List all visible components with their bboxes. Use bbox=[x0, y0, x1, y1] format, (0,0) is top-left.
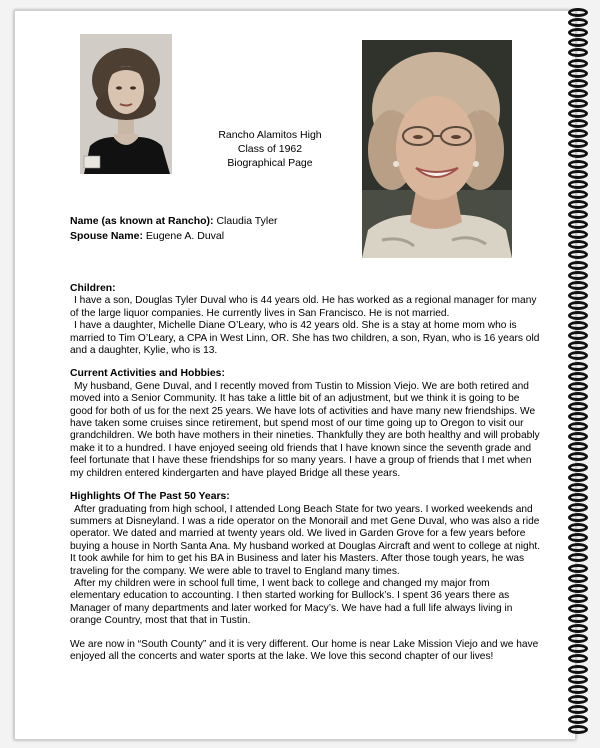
children-heading: Children: bbox=[70, 283, 116, 294]
spiral-coil bbox=[568, 250, 588, 259]
activities-heading: Current Activities and Hobbies: bbox=[70, 368, 225, 380]
spiral-coil bbox=[568, 665, 588, 674]
spiral-coil bbox=[568, 341, 588, 350]
spiral-coil bbox=[568, 8, 588, 17]
spiral-coil bbox=[568, 362, 588, 371]
spiral-coil bbox=[568, 412, 588, 421]
highlights-paragraph: After graduating from high school, I attended Long Beach State for two years. I worked weekends and summers at Disneyland. I was a ride operator on the Monorail and met Gene Duval, who was also a ride operator. We dated and married at twenty years old. We lived in Garden Grove for a few years before buying a house in North Santa Ana. My husband worked at Douglas Aircraft and went to college at night. It took awhile for him to get his BA in Business and later his Masters. After those tough years, he was traveling for the company. We were able to travel to England many times. bbox=[70, 503, 541, 577]
spiral-coil bbox=[568, 351, 588, 360]
spiral-coil bbox=[568, 675, 588, 684]
spiral-coil bbox=[568, 230, 588, 239]
spiral-coil bbox=[568, 422, 588, 431]
yearbook-portrait-image bbox=[80, 34, 172, 174]
children-paragraph: I have a son, Douglas Tyler Duval who is 44 years old. He has worked as a regional manager for many of the large liquor companies. He currently lives in San Francisco. He is not married. bbox=[70, 295, 537, 319]
spiral-coil bbox=[568, 392, 588, 401]
spiral-coil bbox=[568, 69, 588, 78]
spiral-coil bbox=[568, 483, 588, 492]
spiral-coil bbox=[568, 614, 588, 623]
spiral-coil bbox=[568, 644, 588, 653]
spiral-coil bbox=[568, 281, 588, 290]
spiral-coil bbox=[568, 523, 588, 532]
spiral-coil bbox=[568, 574, 588, 583]
spiral-coil bbox=[568, 240, 588, 249]
spiral-coil bbox=[568, 604, 588, 613]
class-year: Class of 1962 bbox=[237, 143, 303, 155]
spiral-coil bbox=[568, 291, 588, 300]
spiral-coil bbox=[568, 149, 588, 158]
spiral-coil bbox=[568, 594, 588, 603]
spiral-coil bbox=[568, 210, 588, 219]
spiral-coil bbox=[568, 321, 588, 330]
name-label: Name (as known at Rancho): bbox=[70, 215, 214, 227]
spiral-coil bbox=[568, 139, 588, 148]
highlights-paragraph: After my children were in school full time, I went back to college and changed my major from elementary education to accounting. I then started working for Bullock’s. I spent 36 years there as Manager of many departments and later worked for Macy’s. We have had a full life always living in orange Country, most that that in Tustin. bbox=[70, 577, 513, 627]
spiral-coil bbox=[568, 564, 588, 573]
spiral-coil bbox=[568, 160, 588, 169]
spiral-coil bbox=[568, 685, 588, 694]
spiral-binding bbox=[568, 8, 590, 738]
name-value: Claudia Tyler bbox=[216, 215, 278, 227]
spiral-coil bbox=[568, 382, 588, 391]
spiral-coil bbox=[568, 129, 588, 138]
spiral-coil bbox=[568, 503, 588, 512]
spiral-coil bbox=[568, 452, 588, 461]
spiral-coil bbox=[568, 695, 588, 704]
school-name: Rancho Alamitos High bbox=[218, 129, 322, 141]
spiral-coil bbox=[568, 38, 588, 47]
spiral-coil bbox=[568, 705, 588, 714]
spiral-coil bbox=[568, 170, 588, 179]
spiral-coil bbox=[568, 432, 588, 441]
spiral-coil bbox=[568, 513, 588, 522]
biography-body bbox=[70, 283, 542, 663]
highlights-heading: Highlights Of The Past 50 Years: bbox=[70, 491, 230, 503]
yearbook-photo bbox=[80, 34, 172, 174]
current-portrait-image bbox=[362, 40, 512, 258]
closing-paragraph: We are now in “South County” and it is very different. Our home is near Lake Mission Viejo and we have enjoyed all the concerts and water sports at the lake. We love this second chapter of our lives! bbox=[70, 638, 539, 662]
spiral-coil bbox=[568, 624, 588, 633]
spiral-coil bbox=[568, 109, 588, 118]
spiral-coil bbox=[568, 331, 588, 340]
spiral-coil bbox=[568, 493, 588, 502]
spouse-label: Spouse Name: bbox=[70, 230, 143, 242]
spiral-coil bbox=[568, 553, 588, 562]
spiral-coil bbox=[568, 119, 588, 128]
spiral-coil bbox=[568, 301, 588, 310]
spiral-coil bbox=[568, 533, 588, 542]
spiral-coil bbox=[568, 200, 588, 209]
spiral-coil bbox=[568, 79, 588, 88]
spiral-coil bbox=[568, 59, 588, 68]
spiral-coil bbox=[568, 654, 588, 663]
spiral-coil bbox=[568, 271, 588, 280]
children-paragraph: I have a daughter, Michelle Diane O’Leary, who is 42 years old. She is a stay at home mom who is married to Tim O’Leary, a CPA in West Linn, OR. She has two children, a son, Ryan, who is 16 years old and a daughter, Kylie, who is 13. bbox=[70, 320, 540, 357]
spiral-coil bbox=[568, 99, 588, 108]
page-header bbox=[195, 128, 345, 170]
spiral-coil bbox=[568, 220, 588, 229]
name-field bbox=[70, 215, 278, 227]
spiral-coil bbox=[568, 402, 588, 411]
spiral-coil bbox=[568, 28, 588, 37]
spiral-coil bbox=[568, 634, 588, 643]
spouse-value: Eugene A. Duval bbox=[145, 230, 225, 242]
spouse-field bbox=[70, 230, 224, 242]
spiral-coil bbox=[568, 584, 588, 593]
spiral-coil bbox=[568, 180, 588, 189]
spiral-coil bbox=[568, 543, 588, 552]
spiral-coil bbox=[568, 715, 588, 724]
current-photo bbox=[362, 40, 512, 258]
spiral-coil bbox=[568, 311, 588, 320]
spiral-coil bbox=[568, 48, 588, 57]
spiral-coil bbox=[568, 261, 588, 270]
spiral-coil bbox=[568, 190, 588, 199]
activities-paragraph: My husband, Gene Duval, and I recently moved from Tustin to Mission Viejo. We are both retired and moved into a Senior Community. It has take a little bit of an adjustment, but we think it is going to be good for both of us for the next 25 years. We have lots of activities and have many new friendships. We have taken some cruises since retirement, but spend most of our time going up to Oregon to visit our grandchildren. We both have mothers in their nineties. Thankfully they are both healthy and will probably make it to a hundred. I have enjoyed seeing old friends that I have known since the seventh grade and feel fortunate that I have these friendships for so many years. I have a group of friends that I met when my children entered kindergarten and have played Bridge all these years. bbox=[70, 380, 540, 479]
spiral-coil bbox=[568, 18, 588, 27]
spiral-coil bbox=[568, 89, 588, 98]
spiral-coil bbox=[568, 725, 588, 734]
spiral-coil bbox=[568, 463, 588, 472]
page-type: Biographical Page bbox=[227, 157, 313, 169]
spiral-coil bbox=[568, 442, 588, 451]
spiral-coil bbox=[568, 372, 588, 381]
spiral-coil bbox=[568, 473, 588, 482]
